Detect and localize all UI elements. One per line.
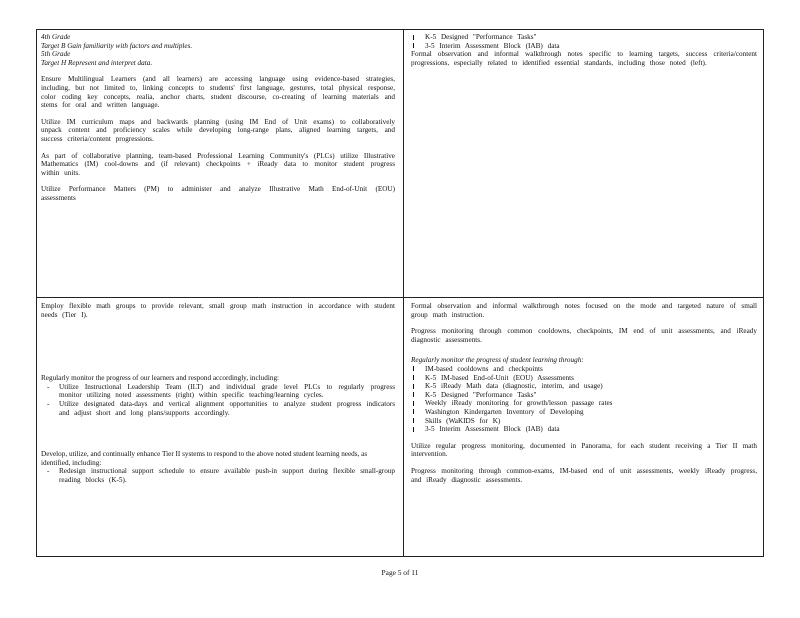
list-item: - Utilize Instructional Leadership Team (ILT) and individual grade level PLCs to regularly progress monitor utilizing noted assessments (right) within specific teaching/learning cycles. (41, 383, 395, 400)
list-item: Skills (WaKIDS for K) (411, 417, 757, 426)
evidence-list (411, 365, 757, 434)
list-item: - Utilize designated data-days and vertical alignment opportunities to analyze student progress indicators and adjust short and long plans/supports accordingly. (41, 400, 395, 417)
strategy-paragraph: Regularly monitor the progress of our learners and respond accordingly, including: (41, 374, 280, 383)
strategy-paragraph: Ensure Multilingual Learners (and all learners) are accessing language using evidence-based strategies, including, but not limited to, linking concepts to students' first language, gestures, total physical response, color coding key concepts, realia, anchor charts, student discourse, co-creating of learning materials and stems for oral and written language. (41, 75, 395, 110)
grade5-target: Target H Represent and interpret data. (41, 58, 153, 67)
list-item: 3-5 Interim Assessment Block (IAB) data (411, 42, 757, 51)
evidence-paragraph: Formal observation and informal walkthrough notes specific to learning targets, success criteria/content progressions, especially related to identified essential standards, including those noted (left). (411, 50, 757, 67)
list-item: - Redesign instructional support schedule to ensure available push-in support during flexible small-group reading blocks (K-5). (41, 467, 395, 484)
evidence-paragraph: Progress monitoring through common cooldowns, checkpoints, IM end of unit assessments, and iReady diagnostic assessments. (411, 327, 757, 344)
strategy-paragraph: Develop, utilize, and continually enhance Tier II systems to respond to the above noted student learning needs, as identified, including: (41, 450, 368, 467)
strategy-paragraph: Utilize IM curriculum maps and backwards planning (using IM End of Unit exams) to collaboratively unpack content and proficiency scales while developing long-range plans, aligned learning targets, and success criteria/content progressions. (41, 117, 395, 143)
list-item: K-5 Designed "Performance Tasks" (411, 33, 757, 42)
plan-table (36, 29, 764, 557)
column-divider (403, 30, 404, 556)
list-item: 3-5 Interim Assessment Block (IAB) data (411, 425, 757, 434)
list-item: K-5 iReady Math data (diagnostic, interim, and usage) (411, 382, 757, 391)
cell-strategies-bottom (41, 302, 395, 485)
evidence-list (411, 33, 757, 50)
cell-evidence-bottom (411, 302, 757, 484)
strategy-paragraph: Employ flexible math groups to provide relevant, small group math instruction in accordance with student needs (Tier I). (41, 302, 395, 319)
cell-strategies-top (41, 33, 395, 203)
evidence-paragraph: Progress monitoring through common-exams, IM-based end of unit assessments, weekly iReady progress, and iReady diagnostic assessments. (411, 466, 757, 484)
cell-evidence-top (411, 33, 757, 67)
strategy-paragraph: As part of collaborative planning, team-based Professional Learning Community's (PLCs) utilize Illustrative Mathematics (IM) cool-downs and (if relevant) checkpoints + iReady data to monitor student progress within units. (41, 151, 395, 177)
evidence-paragraph: Formal observation and informal walkthrough notes focused on the mode and targeted nature of small group math instruction. (411, 302, 757, 319)
strategy-paragraph: Utilize Performance Matters (PM) to administer and analyze Illustrative Math End-of-Unit (EOU) assessments (41, 185, 395, 202)
strategy-list (41, 467, 395, 484)
grade4-target: Target B Gain familiarity with factors and multiples. (41, 41, 193, 50)
list-item: K-5 Designed "Performance Tasks" (411, 391, 757, 400)
page-number: Page 5 of 11 (381, 568, 419, 577)
evidence-paragraph: Utilize regular progress monitoring, documented in Panorama, for each student receiving a Tier II math intervention. (411, 441, 757, 459)
row-divider (37, 297, 763, 298)
grade4-label: 4th Grade (41, 33, 71, 41)
list-item: K-5 IM-based End-of-Unit (EOU) Assessments (411, 374, 757, 383)
list-item: Weekly iReady monitoring for growth/lesson passage rates (411, 399, 757, 408)
grade5-label: 5th Grade (41, 50, 71, 59)
strategy-list (41, 383, 395, 417)
list-item: Washington Kindergarten Inventory of Developing (411, 408, 757, 417)
evidence-paragraph: Regularly monitor the progress of student learning through: (411, 356, 584, 365)
list-item: IM-based cooldowns and checkpoints (411, 365, 757, 374)
